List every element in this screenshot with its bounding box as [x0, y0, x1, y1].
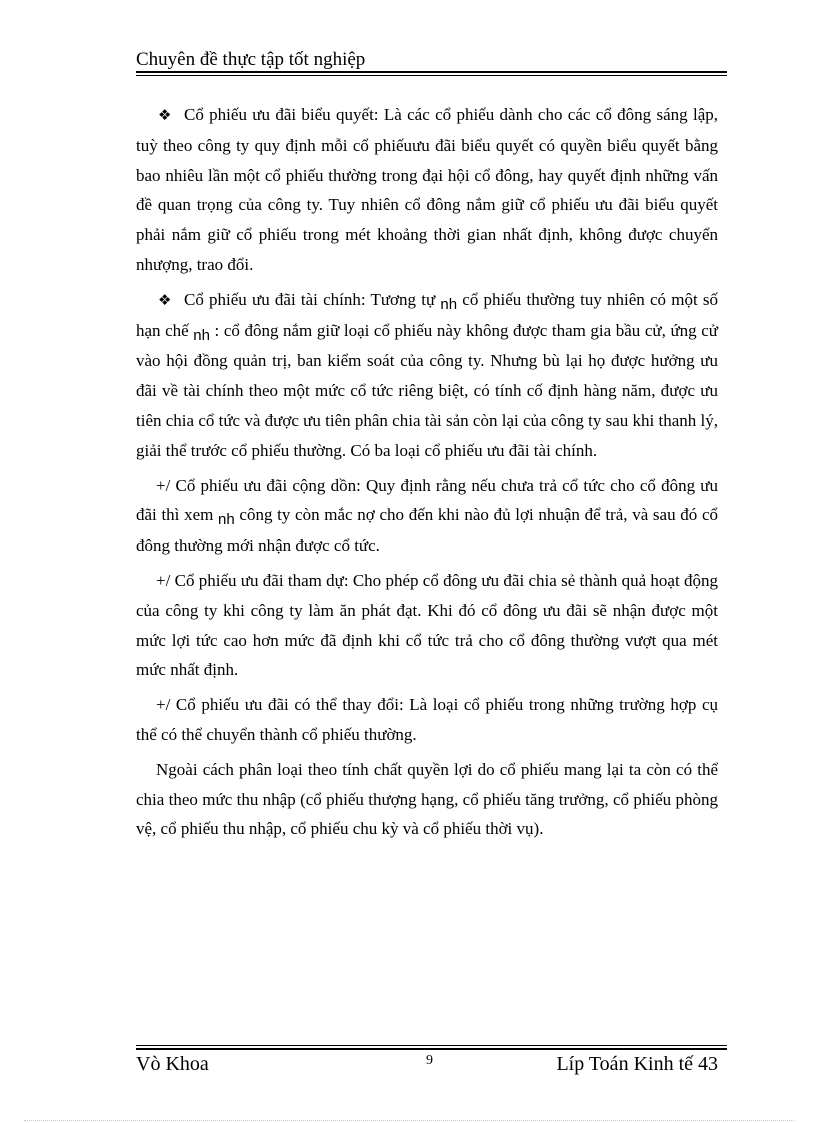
paragraph-income-classification: Ngoài cách phân loại theo tính chất quyền lợi do cổ phiếu mang lại ta còn có thể chia theo mức thu nhập (cổ phiếu thượng hạng, cổ phiếu tăng trưởng, cổ phiếu phòng vệ, cổ phiếu thu nhập, cổ phiếu chu kỳ và cổ phiếu thời vụ). [136, 759, 718, 839]
paragraph-text: cổ phiếu thường tuy nhiên có một số hạn chế [136, 289, 719, 340]
page-header [136, 48, 726, 72]
diamond-bullet-icon: ❖ [158, 290, 172, 309]
footer-rule-thin [136, 1045, 727, 1046]
inline-mark: nh [193, 326, 210, 344]
paragraph-text: +/ Cổ phiếu ưu đãi cộng dồn: Quy định rằng nếu chưa trả cổ tức cho cổ đông ưu đãi thì xem [136, 475, 718, 525]
paragraph-text: : cổ đông nắm giữ loại cổ phiếu này không được tham gia bầu cử, ứng cử vào hội đồng quản trị, ban kiểm soát của công ty. Nhưng bù lại họ được hưởng ưu đãi về tài chính theo một mức cổ tức riêng biệt, có tính cố định hàng năm, được ưu tiên chia cổ tức và được ưu tiên phân chia tài sản còn lại của công ty sau khi thanh lý, giải thể trước cổ phiếu thường. Có ba loại cổ phiếu ưu đãi tài chính. [136, 320, 718, 460]
paragraph-text: Cổ phiếu ưu đãi biểu quyết: Là các cổ phiếu dành cho các cổ đông sáng lập, tuỳ theo công ty quy định mỗi cổ phiếuưu đãi biểu quyết có quyền biểu quyết bằng bao nhiêu lần một cổ phiếu thường trong đại hội cổ đông, hay quyết định những vấn đề quan trọng của công ty. Tuy nhiên cổ đông nắm giữ cổ phiếu ưu đãi biểu quyết phải nắm giữ cổ phiếu trong mét khoảng thời gian nhất định, không được chuyển nhượng, trao đổi. [136, 105, 718, 274]
paragraph-financial-preferred [136, 285, 718, 466]
body-text [136, 100, 718, 849]
header-title: Chuyên đề thực tập tốt nghiệp [136, 49, 366, 70]
footer-page-number: 9 [426, 1053, 433, 1068]
page-bottom-dotted-line [24, 1120, 794, 1121]
paragraph-cumulative-preferred [136, 471, 718, 561]
footer-author: Vò Khoa [136, 1053, 209, 1075]
header-rule-thin [136, 75, 727, 76]
inline-mark: nh [218, 511, 235, 529]
paragraph-convertible-preferred: +/ Cổ phiếu ưu đãi có thể thay đổi: Là loại cổ phiếu trong những trường hợp cụ thể có thể chuyển thành cổ phiếu thường. [136, 695, 718, 744]
header-rule-thick [136, 71, 727, 73]
paragraph-voting-preferred [136, 100, 718, 280]
diamond-bullet-icon: ❖ [158, 106, 172, 124]
paragraph-text: Cổ phiếu ưu đãi tài chính: Tương tự [184, 289, 441, 309]
paragraph-participating-preferred: +/ Cổ phiếu ưu đãi tham dự: Cho phép cổ đông ưu đãi chia sẻ thành quả hoạt động của công ty khi công ty làm ăn phát đạt. Khi đó cổ đông ưu đãi sẽ nhận được một mức lợi tức cao hơn mức đã định khi cổ tức trả cho cổ đông thường vượt qua mét mức nhất định. [136, 570, 718, 680]
footer-class-name: Líp Toán Kinh tế 43 [556, 1053, 718, 1075]
paragraph-text: công ty còn mắc nợ cho đến khi nào đủ lợi nhuận để trả, và sau đó cổ đông thường mới nhận được cổ tức. [136, 505, 719, 556]
inline-mark: nh [440, 295, 458, 313]
footer-rule-thick [136, 1048, 727, 1050]
